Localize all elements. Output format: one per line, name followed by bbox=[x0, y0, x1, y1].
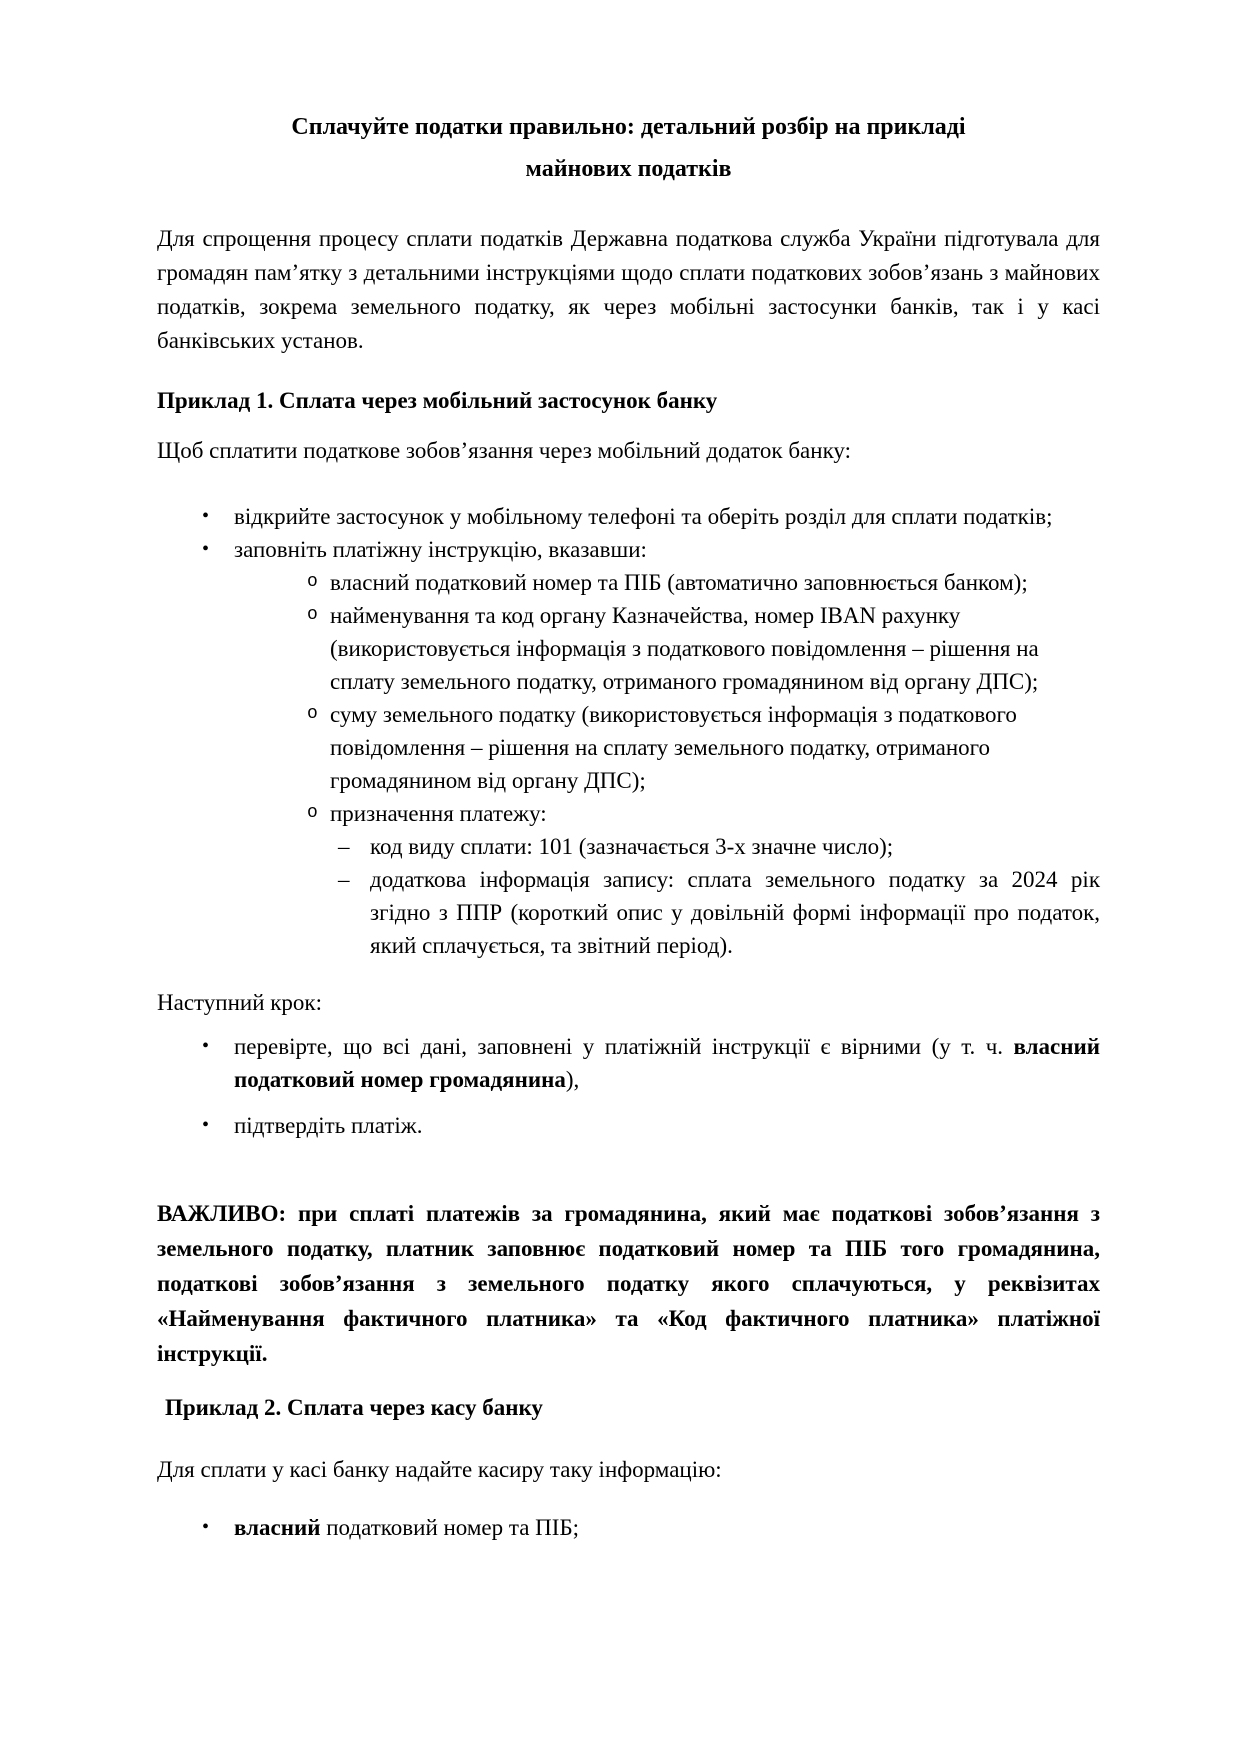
title-line-1: Сплачуйте податки правильно: детальний розбір на прикладі bbox=[291, 114, 966, 140]
example1-lead: Щоб сплатити податкове зобов’язання через мобільний додаток банку: bbox=[157, 438, 851, 463]
example1-list bbox=[157, 500, 1100, 962]
document-title bbox=[157, 106, 1100, 190]
list-item-text: відкрийте застосунок у мобільному телефоні та оберіть розділ для сплати податків; bbox=[234, 504, 1053, 529]
dash-bullet-icon: – bbox=[338, 834, 350, 859]
circle-bullet-icon: o bbox=[307, 704, 318, 724]
list-item-text bbox=[234, 1034, 1100, 1092]
list-item bbox=[157, 533, 1100, 566]
list-item-text: найменування та код органу Казначейства, номер IBAN рахунку (використовується інформація з податкового повідомлення – рішення на сплату земельного податку, отриманого громадянином від органу ДПС); bbox=[330, 603, 1039, 694]
list-item-text: додаткова інформація запису: сплата земельного податку за 2024 рік згідно з ППР (короткий опис у довільній формі інформації про податок, який сплачується, та звітний період). bbox=[370, 867, 1100, 958]
bullet-icon: • bbox=[202, 505, 210, 527]
bullet-icon: • bbox=[202, 1114, 210, 1136]
example2-lead: Для сплати у касі банку надайте касиру таку інформацію: bbox=[157, 1457, 722, 1482]
circle-bullet-icon: o bbox=[307, 803, 318, 823]
list-item-text: заповніть платіжну інструкцію, вказавши: bbox=[234, 537, 647, 562]
intro-paragraph: Для спрощення процесу сплати податків Державна податкова служба України підготувала для громадян пам’ятку з детальними інструкціями щодо сплати податкових зобов’язань з майнових податків, зокрема земельного податку, як через мобільні застосунки банків, так і у касі банківських установ. bbox=[157, 226, 1100, 353]
list-item bbox=[157, 797, 1100, 830]
important-paragraph: ВАЖЛИВО: при сплаті платежів за громадянина, який має податкові зобов’язання з земельного податку, платник заповнює податковий номер та ПІБ того громадянина, податкові зобов’язання з земельного податку якого сплачуються, у реквізитах «Найменування фактичного платника» та «Код фактичного платника» платіжної інструкції. bbox=[157, 1201, 1100, 1366]
bullet-icon: • bbox=[202, 1516, 210, 1538]
list-item-text: суму земельного податку (використовується інформація з податкового повідомлення – рішення на сплату земельного податку, отриманого громадянином від органу ДПС); bbox=[330, 702, 1017, 793]
example2-list bbox=[157, 1511, 1100, 1544]
own-suffix-text: податковий номер та ПІБ; bbox=[320, 1515, 580, 1540]
list-item bbox=[157, 599, 1100, 698]
list-item-text: власний податковий номер та ПІБ (автоматично заповнюється банком); bbox=[330, 570, 1028, 595]
list-item bbox=[157, 863, 1100, 962]
bullet-icon: • bbox=[202, 1035, 210, 1057]
bullet-icon: • bbox=[202, 538, 210, 560]
list-item-text: призначення платежу: bbox=[330, 801, 547, 826]
own-bold-text: власний bbox=[234, 1515, 321, 1540]
title-line-2: майнових податків bbox=[525, 156, 732, 182]
list-item bbox=[157, 566, 1100, 599]
example1-heading: Приклад 1. Сплата через мобільний застосунок банку bbox=[157, 388, 718, 413]
list-item bbox=[157, 500, 1100, 533]
list-item bbox=[157, 830, 1100, 863]
verify-bold-text: власний податковий номер громадянина bbox=[234, 1034, 1100, 1092]
verify-text: перевірте, що всі дані, заповнені у платіжній інструкції є вірними (у т. ч. bbox=[234, 1034, 1014, 1059]
list-item bbox=[157, 1511, 1100, 1544]
next-step-heading: Наступний крок: bbox=[157, 990, 322, 1015]
next-step-list bbox=[157, 1030, 1100, 1142]
example2-heading: Приклад 2. Сплата через касу банку bbox=[165, 1395, 543, 1420]
list-item-text: підтвердіть платіж. bbox=[234, 1113, 423, 1138]
list-item bbox=[157, 1109, 1100, 1142]
circle-bullet-icon: o bbox=[307, 605, 318, 625]
dash-bullet-icon: – bbox=[338, 867, 350, 892]
list-item bbox=[157, 698, 1100, 797]
list-item bbox=[157, 1030, 1100, 1096]
verify-suffix-text: ), bbox=[565, 1067, 580, 1092]
circle-bullet-icon: o bbox=[307, 572, 318, 592]
list-item-text: код виду сплати: 101 (зазначається 3-х значне число); bbox=[370, 834, 894, 859]
list-item-text bbox=[234, 1515, 579, 1540]
